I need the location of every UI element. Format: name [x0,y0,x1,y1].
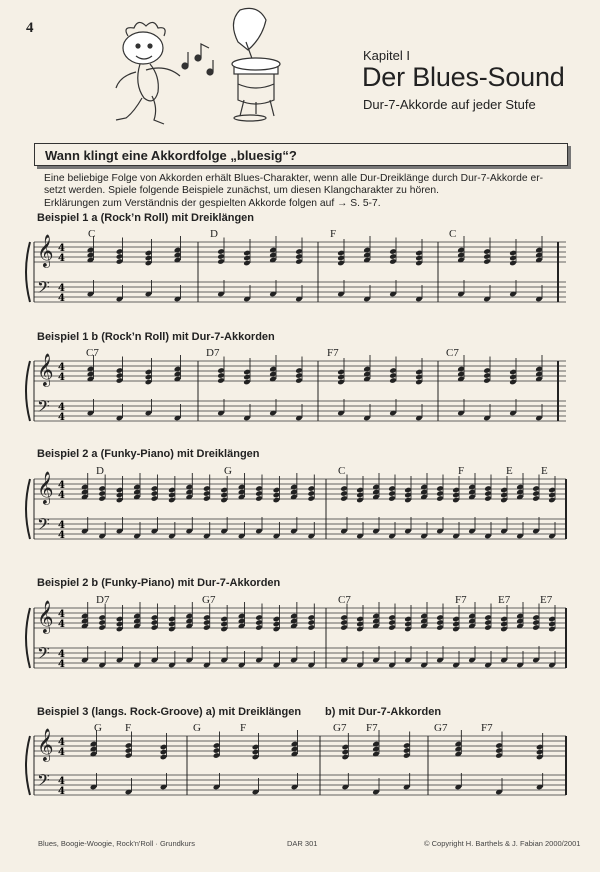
time-signature: 4 [58,649,65,660]
chord-symbol: E [541,465,548,477]
chord-symbol: E7 [540,594,553,606]
example-title: Beispiel 2 a (Funky-Piano) mit Dreiklängen [37,448,260,460]
bass-clef: 𝄢 [37,277,50,301]
brace [26,361,30,421]
footer-copyright: © Copyright H. Barthels & J. Fabian 2000/2001 [424,839,581,848]
chord-symbol: G [94,722,102,734]
footer-left: Blues, Boogie-Woogie, Rock'n'Roll · Grundkurs [38,839,195,848]
chord-symbol: F [330,228,337,240]
chord-symbol: C7 [338,594,351,606]
time-signature: 4 [58,609,65,620]
chord-symbol: D [96,465,104,477]
time-signature: 4 [58,402,65,413]
chord-symbol: F [240,722,247,734]
chapter-title: Der Blues-Sound [362,62,565,92]
treble-clef: 𝄞 [37,600,54,633]
chord-symbol: G [224,465,232,477]
footer-code: DAR 301 [287,839,318,848]
example-title: Beispiel 2 b (Funky-Piano) mit Dur-7-Akkorden [37,577,281,589]
time-signature: 4 [58,490,65,501]
time-signature: 4 [58,362,65,373]
treble-clef: 𝄞 [37,234,54,267]
brace [26,242,30,302]
treble-clef: 𝄞 [37,728,54,761]
time-signature: 4 [58,659,65,670]
chord-symbol: F7 [455,594,467,606]
brace [26,736,30,795]
bass-clef: 𝄢 [37,396,50,420]
intro-line: setzt werden. Spiele folgende Beispiele zunächst, um diesen Klangcharakter zu hören. [44,185,439,197]
brace [26,479,30,539]
treble-clef: 𝄞 [37,471,54,504]
chord-symbol: D [210,228,218,240]
chord-symbol: C7 [86,347,99,359]
chord-symbol: F [458,465,465,477]
chord-symbol: C [449,228,457,240]
bass-clef: 𝄢 [37,514,50,538]
chord-symbol: G7 [333,722,347,734]
chord-symbol: C7 [446,347,459,359]
chapter-label: Kapitel I [363,48,410,63]
chord-symbol: E7 [498,594,511,606]
time-signature: 4 [58,530,65,541]
time-signature: 4 [58,283,65,294]
example-title: Beispiel 1 a (Rock’n Roll) mit Dreiklängen [37,212,254,224]
time-signature: 4 [58,747,65,758]
time-signature: 4 [58,619,65,630]
example-title: Beispiel 3 (langs. Rock-Groove) a) mit Dreiklängen [37,706,302,718]
page-number: 4 [26,20,34,36]
time-signature: 4 [58,480,65,491]
chord-symbol: D7 [206,347,220,359]
chord-symbol: C [338,465,346,477]
treble-clef: 𝄞 [37,353,54,386]
time-signature: 4 [58,786,65,797]
chord-symbol: F7 [327,347,339,359]
chapter-subtitle: Dur-7-Akkorde auf jeder Stufe [363,97,536,112]
question-box: Wann klingt eine Akkordfolge „bluesig“? [34,143,568,166]
chord-symbol: G [193,722,201,734]
example-title: Beispiel 1 b (Rock’n Roll) mit Dur-7-Akkorden [37,331,275,343]
time-signature: 4 [58,412,65,423]
time-signature: 4 [58,737,65,748]
time-signature: 4 [58,293,65,304]
time-signature: 4 [58,776,65,787]
intro-line: Erklärungen zum Verständnis der gespielten Akkorde folgen auf → S. 5-7. [44,197,381,209]
time-signature: 4 [58,520,65,531]
chord-symbol: D7 [96,594,110,606]
chord-symbol: F7 [481,722,493,734]
chord-symbol: F [125,722,132,734]
chord-symbol: F7 [366,722,378,734]
brace [26,608,30,668]
intro-line: Eine beliebige Folge von Akkorden erhält Blues-Charakter, wenn alle Dur-Dreiklänge durch Dur-7-Akkorde er- [44,173,544,184]
bass-clef: 𝄢 [37,643,50,667]
time-signature: 4 [58,253,65,264]
chord-symbol: E [506,465,513,477]
example-subtitle: b) mit Dur-7-Akkorden [325,706,442,718]
chord-symbol: C [88,228,96,240]
time-signature: 4 [58,243,65,254]
chord-symbol: G7 [434,722,448,734]
bass-clef: 𝄢 [37,770,50,794]
time-signature: 4 [58,372,65,383]
chord-symbol: G7 [202,594,216,606]
